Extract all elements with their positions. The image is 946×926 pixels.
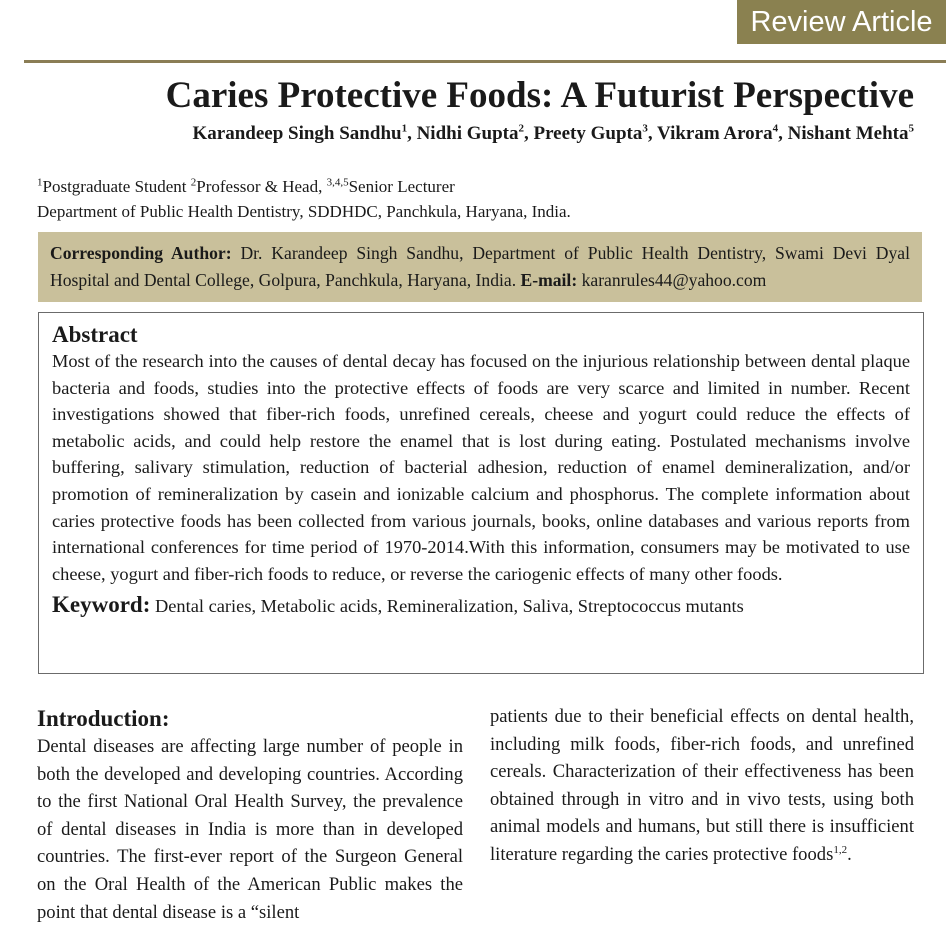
right-column-text: patients due to their beneficial effects on dental health, including milk foods, fiber-rich foods, and unrefined cereals. Characterization of their effectiveness has been obtained through in vitro and in vivo tests, using both animal models and humans, but still there is insufficient literature regarding the caries protective foods xyxy=(490,706,914,865)
corresponding-author-box xyxy=(38,232,922,302)
keywords-line xyxy=(52,591,910,620)
author-list: Karandeep Singh Sandhu$^1$, Nidhi Gupta$^2$, Preety Gupta$^3$, Vikram Arora$^4$, Nishant Mehta$^5$ xyxy=(192,122,914,144)
author-name: Nidhi Gupta xyxy=(416,123,519,144)
abstract-box xyxy=(38,312,924,674)
body-column-left xyxy=(37,705,463,926)
introduction-text-right xyxy=(490,703,914,869)
keyword-list: Dental caries, Metabolic acids, Remineralization, Saliva, Streptococcus mutants xyxy=(150,596,744,617)
corresponding-text: Dr. Karandeep Singh Sandhu, Department of Public Health Dentistry, Swami Devi Dyal Hospital and Dental College, Golpura, Panchkula, Haryana, India. xyxy=(50,243,910,290)
affil-sup: 3,4,5 xyxy=(326,176,349,189)
email-label: E-mail: xyxy=(520,270,578,290)
author-sup: 2 xyxy=(518,122,524,135)
affil-role: Professor & Head, xyxy=(196,177,327,196)
affiliations xyxy=(37,174,571,224)
author-name: Karandeep Singh Sandhu xyxy=(192,123,402,144)
affil-sup: 1 xyxy=(37,176,43,189)
article-type-badge: Review Article xyxy=(737,0,946,44)
author-name: Preety Gupta xyxy=(533,123,643,144)
affil-role: Senior Lecturer xyxy=(348,177,455,196)
introduction-text-left: Dental diseases are affecting large number of people in both the developed and developing countries. According to the first National Oral Health Survey, the prevalence of dental diseases in India is more than in developed countries. The first-ever report of the Surgeon General on the Oral Health of the American Public makes the point that dental disease is a “silent xyxy=(37,736,463,923)
author-name: Nishant Mehta xyxy=(787,123,909,144)
author-name: Vikram Arora xyxy=(657,123,773,144)
author-sup: 1 xyxy=(401,122,408,135)
abstract-text: Most of the research into the causes of dental decay has focused on the injurious relationship between dental plaque bacteria and foods, studies into the protective effects of foods are very scarce and limited in number. Recent investigations showed that fiber-rich foods, unrefined cereals, cheese and yogurt could reduce the effects of metabolic acids, and could help restore the enamel that is lost during eating. Postulated mechanisms involve buffering, salivary stimulation, reduction of bacterial adhesion, reduction of enamel demineralization, and/or promotion of remineralization by casein and ionizable calcium and phosphorus. The complete information about caries protective foods has been collected from various journals, books, online databases and various reports from international conferences for time period of 1970-2014.With this information, consumers may be motivated to use cheese, yogurt and fiber-rich foods to reduce, or reverse the cariogenic effects of many other foods. xyxy=(52,351,910,584)
keyword-label: Keyword: xyxy=(52,592,151,618)
author-sup: 3 xyxy=(642,122,648,135)
affil-department: Department of Public Health Dentistry, SDDHDC, Panchkula, Haryana, India. xyxy=(37,202,571,221)
abstract-heading: Abstract xyxy=(52,322,138,347)
corresponding-label: Corresponding Author: xyxy=(50,243,232,263)
email-address: karanrules44@yahoo.com xyxy=(577,270,767,290)
body-column-right xyxy=(490,703,914,869)
affil-role: Postgraduate Student xyxy=(42,177,191,196)
author-sup: 4 xyxy=(772,122,779,135)
author-sup: 5 xyxy=(908,122,914,135)
article-title: Caries Protective Foods: A Futurist Perspective xyxy=(165,75,914,116)
header-rule xyxy=(24,60,946,63)
right-column-end: . xyxy=(847,843,852,865)
affil-sup: 2 xyxy=(190,176,197,189)
introduction-heading: Introduction: xyxy=(37,706,170,731)
citation-ref: 1,2 xyxy=(833,843,848,856)
